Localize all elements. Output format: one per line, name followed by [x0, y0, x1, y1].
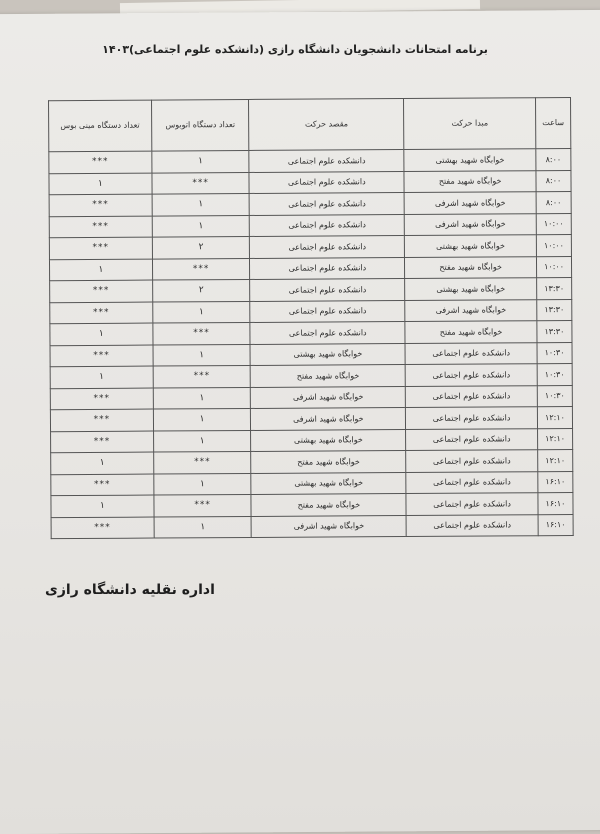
cell-origin: دانشکده علوم اجتماعی — [406, 514, 538, 536]
cell-destination: خوابگاه شهید بهشتی — [251, 429, 406, 451]
header-bus-count: تعداد دستگاه اتوبوس — [151, 99, 249, 151]
cell-bus-count: ۱ — [153, 430, 251, 452]
cell-time: ۱۲:۱۰ — [538, 449, 573, 471]
cell-destination: دانشکده علوم اجتماعی — [249, 150, 404, 172]
cell-origin: دانشکده علوم اجتماعی — [405, 385, 537, 407]
header-origin: مبدا حرکت — [404, 98, 536, 150]
cell-time: ۸:۰۰ — [536, 192, 571, 214]
cell-minibus-count: *** — [49, 237, 152, 259]
cell-minibus-count: *** — [50, 280, 153, 302]
cell-minibus-count: *** — [50, 302, 153, 324]
cell-minibus-count: ۱ — [50, 366, 153, 388]
table-row — [50, 342, 572, 367]
cell-time: ۱۰:۳۰ — [537, 342, 572, 364]
table-body — [49, 149, 573, 539]
cell-destination: دانشکده علوم اجتماعی — [250, 214, 405, 236]
cell-bus-count: ۲ — [152, 236, 250, 258]
cell-minibus-count: ۱ — [51, 452, 154, 474]
cell-destination: خوابگاه شهید اشرفی — [252, 515, 407, 537]
cell-destination: خوابگاه شهید مفتح — [251, 365, 406, 387]
table-row — [50, 299, 572, 324]
cell-time: ۱۰:۰۰ — [537, 256, 572, 278]
cell-time: ۱۶:۱۰ — [538, 492, 573, 514]
cell-origin: دانشکده علوم اجتماعی — [406, 428, 538, 450]
cell-destination: دانشکده علوم اجتماعی — [250, 257, 405, 279]
cell-minibus-count: *** — [51, 517, 154, 539]
cell-minibus-count: *** — [49, 194, 152, 216]
cell-minibus-count: *** — [51, 474, 154, 496]
cell-minibus-count: *** — [49, 216, 152, 238]
cell-origin: دانشکده علوم اجتماعی — [406, 450, 538, 472]
cell-time: ۱۰:۳۰ — [537, 363, 572, 385]
cell-origin: خوابگاه شهید بهشتی — [405, 235, 537, 257]
table-row — [50, 363, 572, 388]
cell-destination: دانشکده علوم اجتماعی — [250, 279, 405, 301]
cell-time: ۱۶:۱۰ — [538, 471, 573, 493]
bus-schedule-table — [48, 97, 574, 539]
header-destination: مقصد حرکت — [249, 99, 404, 151]
cell-origin: خوابگاه شهید اشرفی — [405, 299, 537, 321]
cell-time: ۱۶:۱۰ — [538, 514, 573, 536]
cell-time: ۱۲:۱۰ — [538, 428, 573, 450]
cell-time: ۱۰:۰۰ — [536, 213, 571, 235]
cell-time: ۱۳:۳۰ — [537, 320, 572, 342]
cell-minibus-count: *** — [50, 388, 153, 410]
cell-origin: دانشکده علوم اجتماعی — [405, 364, 537, 386]
cell-minibus-count: ۱ — [51, 495, 154, 517]
cell-bus-count: *** — [154, 494, 252, 516]
cell-time: ۱۰:۰۰ — [536, 235, 571, 257]
cell-bus-count: ۱ — [154, 516, 252, 538]
cell-minibus-count: ۱ — [49, 173, 152, 195]
cell-destination: دانشکده علوم اجتماعی — [250, 193, 405, 215]
cell-origin: دانشکده علوم اجتماعی — [406, 493, 538, 515]
footer-signature: اداره نقلیه دانشگاه رازی — [45, 582, 215, 598]
cell-minibus-count: ۱ — [49, 259, 152, 281]
cell-bus-count: ۱ — [153, 344, 251, 366]
cell-destination: خوابگاه شهید مفتح — [251, 494, 406, 516]
cell-destination: دانشکده علوم اجتماعی — [249, 171, 404, 193]
cell-time: ۱۳:۳۰ — [537, 299, 572, 321]
cell-bus-count: *** — [152, 172, 250, 194]
cell-bus-count: ۱ — [152, 215, 250, 237]
cell-minibus-count: *** — [50, 345, 153, 367]
cell-origin: خوابگاه شهید بهشتی — [405, 278, 537, 300]
cell-bus-count: ۱ — [152, 301, 250, 323]
table-row — [51, 514, 573, 539]
cell-bus-count: *** — [152, 258, 250, 280]
cell-bus-count: *** — [153, 451, 251, 473]
cell-bus-count: ۱ — [152, 193, 250, 215]
cell-time: ۱۲:۱۰ — [537, 406, 572, 428]
cell-destination: دانشکده علوم اجتماعی — [250, 236, 405, 258]
cell-origin: خوابگاه شهید بهشتی — [404, 149, 536, 171]
cell-origin: دانشکده علوم اجتماعی — [406, 407, 538, 429]
cell-destination: خوابگاه شهید بهشتی — [251, 472, 406, 494]
table-row — [50, 406, 572, 431]
cell-bus-count: ۱ — [153, 387, 251, 409]
header-minibus-count: تعداد دستگاه مینی بوس — [49, 100, 152, 152]
cell-destination: دانشکده علوم اجتماعی — [250, 300, 405, 322]
cell-minibus-count: *** — [51, 431, 154, 453]
cell-minibus-count: *** — [50, 409, 153, 431]
cell-origin: خوابگاه شهید اشرفی — [404, 213, 536, 235]
cell-origin: دانشکده علوم اجتماعی — [405, 342, 537, 364]
cell-time: ۸:۰۰ — [536, 170, 571, 192]
cell-destination: دانشکده علوم اجتماعی — [250, 322, 405, 344]
cell-origin: خوابگاه شهید مفتح — [405, 321, 537, 343]
cell-time: ۱۳:۳۰ — [537, 277, 572, 299]
cell-bus-count: ۱ — [153, 408, 251, 430]
cell-destination: خوابگاه شهید مفتح — [251, 451, 406, 473]
cell-bus-count: *** — [153, 322, 251, 344]
table-header-row — [49, 98, 571, 152]
document-title: برنامه امتحانات دانشجویان دانشگاه رازی (دانشکده علوم اجتماعی)۱۴۰۳ — [102, 43, 488, 56]
cell-destination: خوابگاه شهید بهشتی — [250, 343, 405, 365]
cell-origin: خوابگاه شهید مفتح — [404, 170, 536, 192]
cell-time: ۱۰:۳۰ — [537, 385, 572, 407]
cell-bus-count: *** — [153, 365, 251, 387]
table-row — [50, 320, 572, 345]
cell-destination: خوابگاه شهید اشرفی — [251, 386, 406, 408]
cell-origin: خوابگاه شهید مفتح — [405, 256, 537, 278]
cell-time: ۸:۰۰ — [536, 149, 571, 171]
cell-bus-count: ۲ — [152, 279, 250, 301]
table-row — [50, 385, 572, 410]
cell-minibus-count: *** — [49, 151, 152, 173]
header-time: ساعت — [536, 98, 571, 149]
cell-origin: دانشکده علوم اجتماعی — [406, 471, 538, 493]
cell-bus-count: ۱ — [152, 150, 250, 172]
cell-origin: خوابگاه شهید اشرفی — [404, 192, 536, 214]
cell-destination: خوابگاه شهید اشرفی — [251, 408, 406, 430]
table-row — [51, 428, 573, 453]
cell-minibus-count: ۱ — [50, 323, 153, 345]
cell-bus-count: ۱ — [154, 473, 252, 495]
